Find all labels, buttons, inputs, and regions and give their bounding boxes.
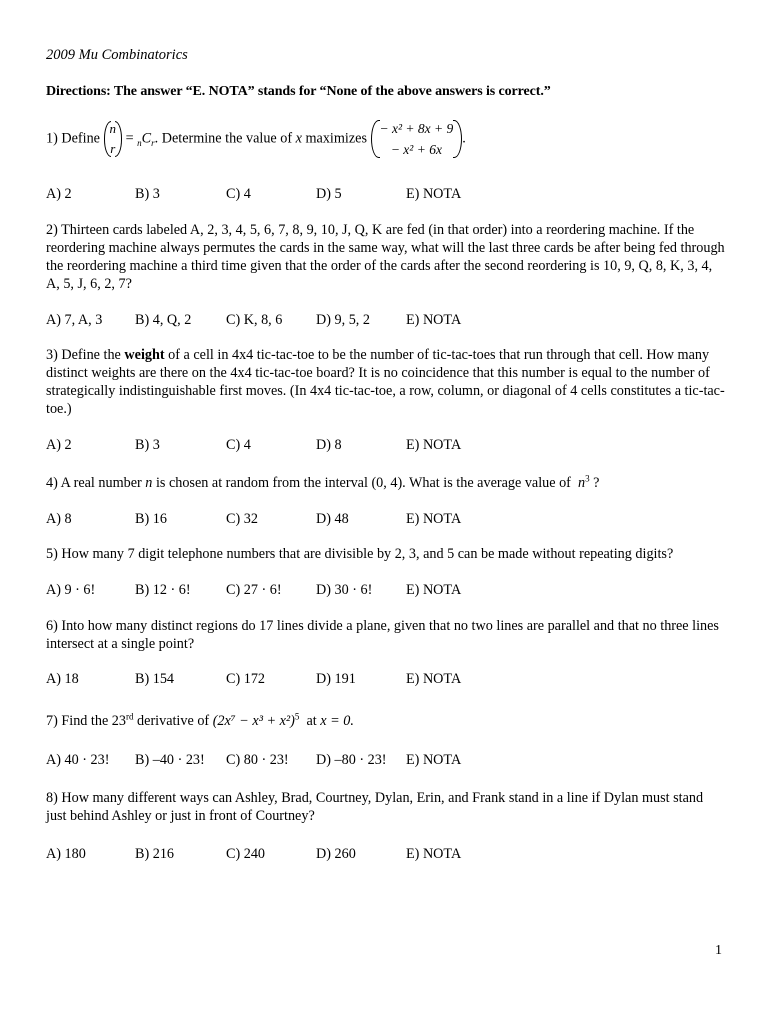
q7-choice-c: C) 80 · 23! — [226, 752, 289, 768]
question-8 — [46, 789, 726, 825]
document-header: 2009 Mu Combinatorics — [46, 47, 188, 63]
q8-choice-b: B) 216 — [135, 846, 175, 862]
q1-ncr-c: C — [141, 130, 152, 147]
q1-ncr-n: n — [137, 138, 142, 149]
q1-binom-bottom: r — [110, 141, 116, 156]
q7-choice-b: B) –40 · 23! — [135, 752, 205, 768]
q3-choice-e: E) NOTA — [406, 437, 462, 453]
q2-choice-c: C) K, 8, 6 — [226, 312, 283, 328]
question-4 — [46, 474, 726, 492]
q1-choice-c: C) 4 — [226, 186, 251, 202]
q2-text: 2) Thirteen cards labeled A, 2, 3, 4, 5, 6, 7, 8, 9, 10, J, Q, K are fed (in that order) into a reordering machine. If the reordering machine always permutes the cards in the same way, what will the last three cards be after being fed through the reordering machine a third time given that the order of the cards after the second reordering is 10, 9, Q, 8, K, 3, 4, A, 5, J, 6, 2, 7? — [46, 222, 725, 292]
q5-choice-e: E) NOTA — [406, 582, 462, 598]
q6-choices — [46, 670, 726, 688]
q4-choice-e: E) NOTA — [406, 511, 462, 527]
q2-choice-d: D) 9, 5, 2 — [316, 312, 370, 328]
directions: Directions: The answer “E. NOTA” stands for “None of the above answers is correct.” — [46, 84, 551, 99]
q4-choice-b: B) 16 — [135, 511, 167, 527]
q7-before: 7) Find the 23 — [46, 713, 126, 729]
q4-choice-a: A) 8 — [46, 511, 72, 527]
q5-text: 5) How many 7 digit telephone numbers that are divisible by 2, 3, and 5 can be made without repeating digits? — [46, 546, 674, 562]
q3-choice-c: C) 4 — [226, 437, 251, 453]
q1-choice-b: B) 3 — [135, 186, 160, 202]
q1-equals: = — [125, 130, 134, 147]
q5-choice-d: D) 30 · 6! — [316, 582, 373, 598]
question-2 — [46, 221, 726, 293]
q4-choices — [46, 510, 726, 528]
q1-big-binomial — [371, 118, 463, 160]
q1-prefix: 1) Define — [46, 130, 100, 147]
question-1 — [46, 118, 726, 160]
q7-exp: 5 — [294, 711, 300, 722]
q7-expr: (2x⁷ − x³ + x²) — [212, 713, 295, 729]
q1-big-bottom: − x² + 6x — [390, 142, 442, 157]
q3-bold-term: weight — [124, 347, 165, 363]
q3-choice-b: B) 3 — [135, 437, 160, 453]
q7-ordinal: rd — [126, 711, 134, 722]
q7-choice-d: D) –80 · 23! — [316, 752, 387, 768]
q3-choices — [46, 436, 726, 454]
q6-choice-a: A) 18 — [46, 671, 79, 687]
q3-choice-a: A) 2 — [46, 437, 72, 453]
q1-binomial — [104, 119, 123, 159]
question-5 — [46, 545, 726, 563]
q5-choice-a: A) 9 · 6! — [46, 582, 96, 598]
q1-choices — [46, 185, 726, 203]
q5-choice-b: B) 12 · 6! — [135, 582, 191, 598]
question-7 — [46, 712, 726, 730]
q4-exp: 3 — [585, 473, 590, 484]
q6-choice-b: B) 154 — [135, 671, 175, 687]
q7-at: x = 0. — [320, 713, 354, 729]
q1-choice-d: D) 5 — [316, 186, 342, 202]
q6-choice-e: E) NOTA — [406, 671, 462, 687]
q1-binom-top: n — [109, 121, 117, 136]
q1-ncr-r: r — [151, 138, 155, 149]
q4-var: n — [145, 475, 153, 491]
q3-before: 3) Define the — [46, 347, 121, 363]
q4-end: ? — [593, 475, 600, 491]
q7-choice-a: A) 40 · 23! — [46, 752, 110, 768]
q4-expr: n — [578, 475, 586, 491]
q2-choice-a: A) 7, A, 3 — [46, 312, 103, 328]
q7-after: at — [306, 713, 317, 729]
q6-choice-c: C) 172 — [226, 671, 266, 687]
q1-middle: . Determine the value of — [154, 130, 293, 147]
q5-choices — [46, 581, 726, 599]
q2-choice-b: B) 4, Q, 2 — [135, 312, 192, 328]
q1-end: . — [462, 130, 466, 147]
q2-choices — [46, 311, 726, 329]
q8-choices — [46, 845, 726, 863]
q6-choice-d: D) 191 — [316, 671, 356, 687]
q1-middle2: maximizes — [305, 130, 367, 147]
q5-choice-c: C) 27 · 6! — [226, 582, 282, 598]
q4-after: is chosen at random from the interval (0, 4). What is the average value of — [155, 475, 571, 491]
q8-text: 8) How many different ways can Ashley, Brad, Courtney, Dylan, Erin, and Frank stand in a line if Dylan must stand just behind Ashley or just in front of Courtney? — [46, 790, 704, 824]
q3-after: of a cell in 4x4 tic-tac-toe to be the number of tic-tac-toes that run through that cell. How many distinct weights are there on the 4x4 tic-tac-toe board? It is no coincidence that this number is equal to the number of strategically indistinguishable first moves. (In 4x4 tic-tac-toe, a row, column, or diagonal of 4 cells constitutes a tic-tac-toe.) — [46, 347, 725, 417]
question-6 — [46, 617, 726, 653]
q1-choice-a: A) 2 — [46, 186, 72, 202]
q1-var: x — [295, 130, 302, 147]
q3-text — [46, 346, 726, 418]
q8-choice-e: E) NOTA — [406, 846, 462, 862]
q7-choices — [46, 751, 726, 769]
q7-choice-e: E) NOTA — [406, 752, 462, 768]
q6-text: 6) Into how many distinct regions do 17 lines divide a plane, given that no two lines are parallel and that no three lines intersect at a single point? — [46, 618, 719, 652]
question-3 — [46, 346, 726, 418]
q1-choice-e: E) NOTA — [406, 186, 462, 202]
q4-choice-d: D) 48 — [316, 511, 349, 527]
q2-choice-e: E) NOTA — [406, 312, 462, 328]
q3-choice-d: D) 8 — [316, 437, 342, 453]
q1-big-top: − x² + 8x + 9 — [379, 121, 454, 136]
q4-choice-c: C) 32 — [226, 511, 258, 527]
q8-choice-a: A) 180 — [46, 846, 86, 862]
page-number: 1 — [715, 943, 722, 958]
q8-choice-d: D) 260 — [316, 846, 356, 862]
q4-before: 4) A real number — [46, 475, 142, 491]
q8-choice-c: C) 240 — [226, 846, 266, 862]
q7-mid: derivative of — [137, 713, 210, 729]
